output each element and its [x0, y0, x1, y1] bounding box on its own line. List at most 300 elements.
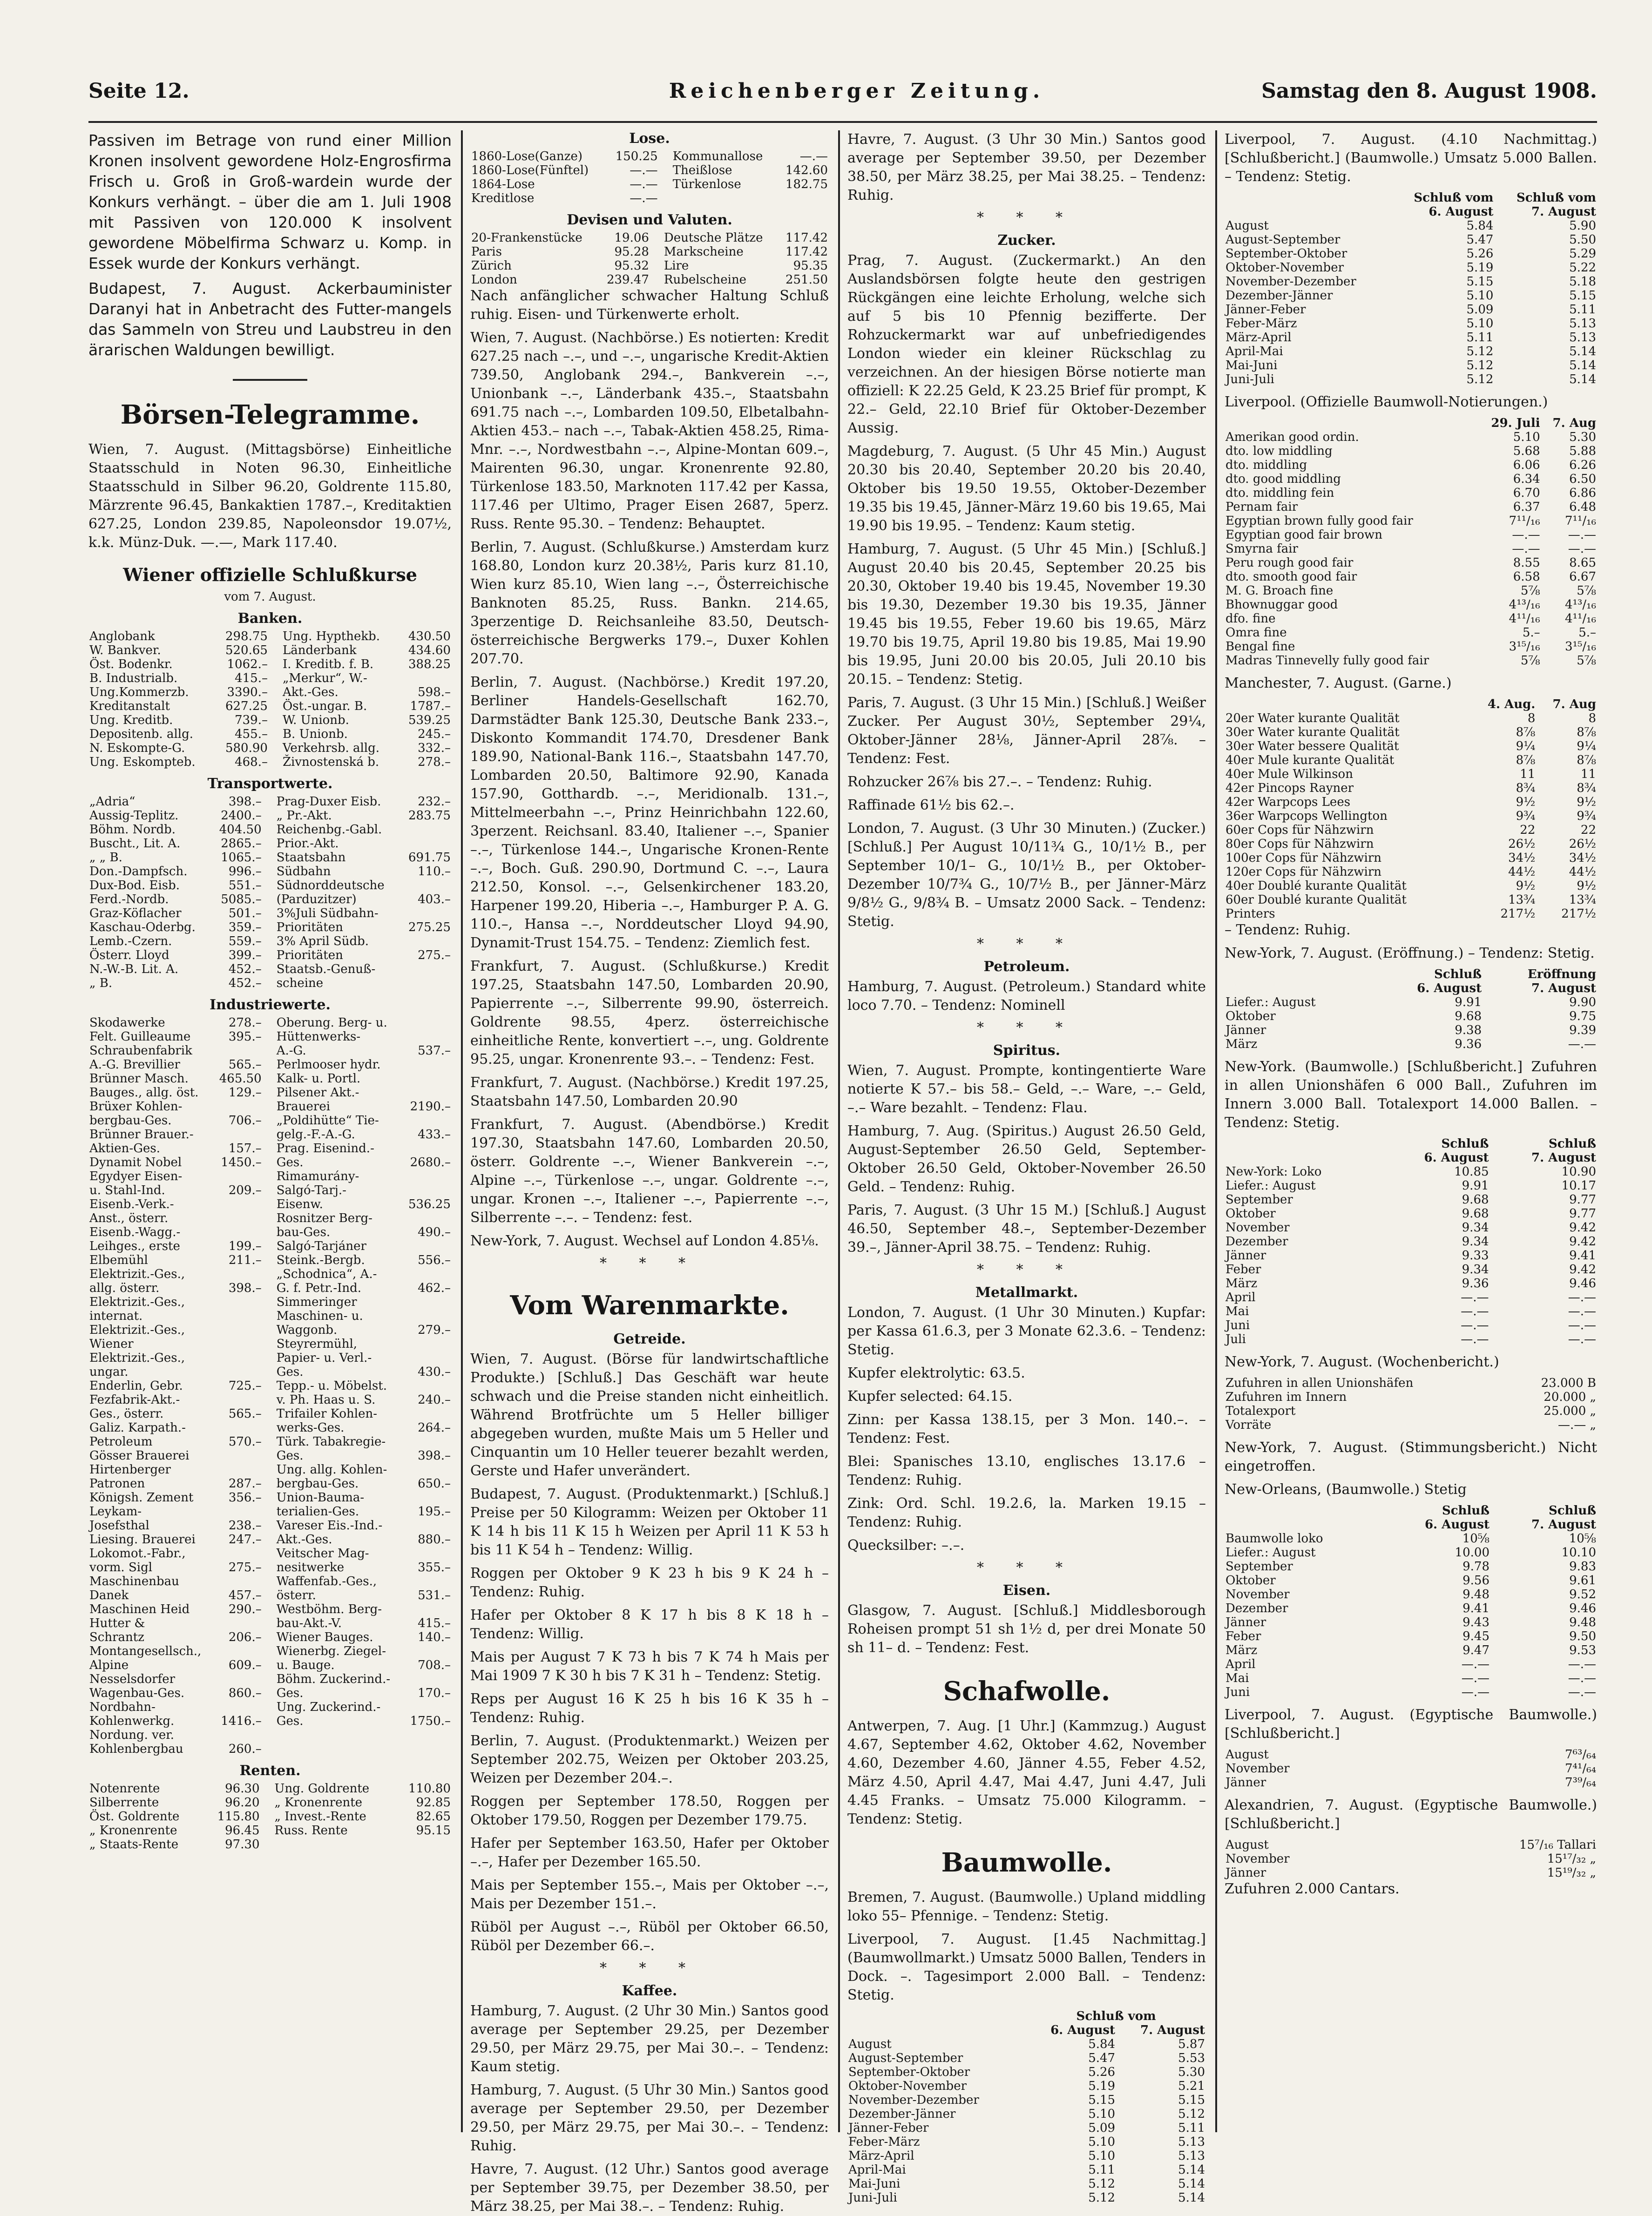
- table-row: [1225, 753, 1597, 767]
- label-cell: Elektrizit.-Ges.,: [89, 1295, 185, 1309]
- table-row: [88, 1463, 452, 1477]
- value-cell: 82.65: [416, 1810, 451, 1824]
- table-row: [1225, 795, 1597, 809]
- value-cell: 430.50: [408, 629, 451, 643]
- spacer-cell: [263, 1225, 276, 1239]
- table-row: [88, 1253, 452, 1267]
- table-row: [88, 1561, 452, 1574]
- value-cell: 5.50: [1569, 233, 1596, 247]
- report-paragraph: – Tendenz: Ruhig.: [1225, 922, 1351, 938]
- table-row: [1225, 1037, 1597, 1051]
- table-row: [1225, 1685, 1597, 1699]
- value-cell: —.—: [1461, 1318, 1489, 1332]
- table-header-cell: 7. Aug: [1552, 416, 1596, 430]
- label-cell: Eisenb.-Verk.-: [89, 1197, 174, 1211]
- label-cell: „ Pr.-Akt.: [276, 809, 332, 823]
- value-cell: 531.–: [418, 1588, 451, 1602]
- label-cell: Österr. Lloyd: [89, 948, 169, 962]
- value-cell: 96.45: [225, 1824, 260, 1838]
- label-cell: Anglobank: [89, 629, 155, 643]
- value-cell: 7¹¹/₁₆: [1565, 514, 1596, 528]
- table-row: [88, 1686, 452, 1700]
- value-cell: 9¼: [1577, 739, 1596, 753]
- value-cell: 6.50: [1569, 472, 1596, 486]
- column-4: [1225, 130, 1597, 2132]
- report-paragraph: Berlin, 7. August. (Schlußkurse.) Amsterdam kurz 168.80, London kurz 20.38½, Paris kurz 81.10, Wien kurz 85.10, Wien lang –.–, Österreichische Banknoten 85.25, Russ. Bankn. 214.65, 3perzentige D. Reichsanleihe 83.50, Deutsch-österreichische Bergwerks 179.–, Duxer Kohlen 207.70.: [470, 539, 829, 667]
- value-cell: 7³⁹/₆₄: [1565, 1776, 1596, 1790]
- value-cell: 8⅞: [1516, 753, 1536, 767]
- value-cell: 3¹⁵/₁₆: [1509, 640, 1540, 654]
- value-cell: 5⅞: [1577, 584, 1596, 598]
- value-cell: 9¾: [1516, 809, 1536, 823]
- spacer-cell: [263, 1155, 276, 1169]
- table-row: [1225, 1290, 1597, 1304]
- label-cell: November: [1225, 1588, 1290, 1601]
- cotton-table: [1225, 967, 1597, 1051]
- table-row: [1225, 247, 1597, 261]
- value-cell: 5.87: [1178, 2037, 1205, 2051]
- value-cell: 9½: [1516, 795, 1536, 809]
- table-row: [1225, 626, 1597, 640]
- table-header-cell: Schluß vom: [1076, 2009, 1156, 2023]
- value-cell: 13¾: [1569, 893, 1596, 907]
- value-cell: 468.–: [235, 755, 268, 769]
- value-cell: 129.–: [228, 1086, 262, 1100]
- spacer-cell: [263, 1128, 276, 1142]
- label-cell: dto. middling: [1225, 458, 1307, 472]
- value-cell: [401, 976, 452, 990]
- value-cell: 415.–: [235, 671, 268, 685]
- label-cell: 60er Cops für Nähzwirn: [1225, 823, 1374, 837]
- table-header-row: [1225, 697, 1597, 711]
- table-row: [1225, 358, 1597, 372]
- report-paragraph: New-York. (Baumwolle.) [Schlußbericht.] Zufuhren in allen Unionshäfen 6 000 Ball., Zufuhren im Innern 3.000 Ball. Totalexport 14.000 Ballen. – Tendenz: Stetig.: [1225, 1059, 1597, 1131]
- value-cell: [214, 1463, 263, 1477]
- report-paragraph: Liverpool. (Offizielle Baumwoll-Notierungen.): [1225, 394, 1548, 410]
- table-row: [1225, 711, 1597, 725]
- label-cell: Patronen: [89, 1477, 145, 1491]
- section-subheading: vom 7. August.: [224, 590, 316, 604]
- section-heading: Schafwolle.: [943, 1676, 1110, 1707]
- table-row: [1225, 303, 1597, 317]
- report-paragraph: Hamburg, 7. Aug. (Spiritus.) August 26.50 Geld, August-September 26.50 Geld, September-Oktober 26.50 Geld, Oktober-November 26.50 Geld. – Tendenz: Ruhig.: [847, 1123, 1206, 1195]
- value-cell: [214, 1309, 263, 1323]
- label-cell: bergbau-Ges.: [276, 1477, 359, 1491]
- table-row: [88, 1365, 452, 1379]
- value-cell: 3390.–: [227, 685, 268, 699]
- value-cell: 5.11: [1569, 303, 1596, 317]
- label-cell: Alpine: [89, 1658, 129, 1672]
- value-cell: 536.25: [408, 1197, 451, 1211]
- value-cell: [214, 1197, 263, 1211]
- table-header-cell: [1225, 205, 1392, 219]
- spacer-cell: [263, 1561, 276, 1574]
- table-header-row: [1225, 967, 1597, 981]
- table-row: [88, 1323, 452, 1337]
- table-row: [1225, 1546, 1597, 1560]
- label-cell: Mai-Juni: [1225, 358, 1278, 372]
- value-cell: 452.–: [228, 962, 262, 976]
- label-cell: Perlmooser hydr.: [276, 1058, 381, 1072]
- value-cell: 462.–: [418, 1281, 451, 1295]
- value-cell: 5.12: [1466, 372, 1494, 386]
- value-cell: 10⅝: [1462, 1532, 1490, 1546]
- table-row: [1225, 865, 1597, 879]
- label-cell: Theißlose: [672, 163, 732, 177]
- table-header-cell: 6. August: [1424, 1151, 1489, 1165]
- value-cell: 6.67: [1569, 570, 1596, 584]
- label-cell: Paris: [471, 245, 502, 259]
- label-cell: Feber-März: [848, 2135, 920, 2149]
- value-cell: 1450.–: [221, 1155, 262, 1169]
- table-row: [88, 1714, 452, 1728]
- value-cell: —.—: [1461, 1671, 1490, 1685]
- table-heading: Transportwerte.: [207, 776, 333, 792]
- table-row: [1225, 879, 1597, 893]
- label-cell: 1860-Lose(Ganze): [471, 149, 582, 163]
- label-cell: Živnostenská b.: [282, 755, 379, 769]
- star-separator: * * *: [599, 1960, 700, 1976]
- column-rule: [838, 130, 840, 2132]
- table-row: [1225, 514, 1597, 528]
- spacer-cell: [263, 1533, 276, 1547]
- value-cell: —.—: [1461, 1304, 1489, 1318]
- label-cell: Juni: [1225, 1318, 1250, 1332]
- value-cell: 10.00: [1455, 1546, 1490, 1560]
- label-cell: November: [1225, 1762, 1290, 1776]
- label-cell: Kalk- u. Portl.: [276, 1072, 361, 1086]
- value-cell: [214, 1295, 263, 1309]
- spacer-cell: [263, 1435, 276, 1449]
- report-paragraph: Quecksilber: –.–.: [847, 1537, 965, 1554]
- value-cell: 8: [1527, 711, 1536, 725]
- spacer-cell: [263, 1211, 276, 1225]
- value-cell: 247.–: [228, 1533, 262, 1547]
- label-cell: 40er Doublé kurante Qualität: [1225, 879, 1407, 893]
- spacer-cell: [659, 191, 672, 205]
- value-cell: 5.13: [1569, 331, 1596, 345]
- value-cell: 9.68: [1455, 1009, 1482, 1023]
- label-cell: November: [1225, 1852, 1290, 1866]
- value-cell: 95.32: [614, 259, 649, 273]
- table-heading: Renten.: [239, 1763, 301, 1779]
- table-row: [470, 177, 829, 191]
- value-cell: 96.30: [225, 1782, 260, 1796]
- value-cell: 5.14: [1178, 2191, 1205, 2205]
- value-cell: [401, 934, 452, 948]
- label-cell: ungar.: [89, 1365, 129, 1379]
- label-cell: „ Kronenrente: [274, 1796, 363, 1810]
- label-cell: September-Oktober: [1225, 247, 1347, 261]
- table-row: [1225, 1762, 1597, 1776]
- value-cell: 11: [1580, 767, 1596, 781]
- value-cell: 2865.–: [221, 837, 262, 851]
- value-cell: 6.06: [1513, 458, 1540, 472]
- value-cell: —.—: [1568, 1332, 1596, 1346]
- table-row: [88, 1128, 452, 1142]
- value-cell: 388.25: [408, 657, 451, 671]
- label-cell: November: [1225, 1221, 1290, 1235]
- label-cell: Südbahn: [276, 865, 331, 878]
- label-cell: Rimamurány-: [276, 1169, 359, 1183]
- value-cell: 5.10: [1466, 317, 1494, 331]
- label-cell: Kaschau-Oderbg.: [89, 920, 196, 934]
- value-cell: 5⅞: [1577, 654, 1596, 668]
- table-row: [1225, 430, 1597, 444]
- table-header-cell: 7. August: [1531, 1151, 1596, 1165]
- label-cell: Felt. Guilleaume: [89, 1030, 191, 1044]
- table-header-cell: 29. Juli: [1491, 416, 1540, 430]
- value-cell: 9.56: [1462, 1574, 1490, 1588]
- table-header-cell: 7. August: [1531, 981, 1596, 995]
- value-cell: [401, 837, 452, 851]
- label-cell: dto. good middling: [1225, 472, 1341, 486]
- table-row: [88, 1810, 452, 1824]
- label-cell: Rubelscheine: [664, 273, 747, 287]
- label-cell: New-York: Loko: [1225, 1165, 1322, 1179]
- table-header-row: [1225, 416, 1597, 430]
- value-cell: 238.–: [228, 1519, 262, 1533]
- value-cell: 5.13: [1569, 317, 1596, 331]
- table-row: [88, 699, 452, 713]
- table-header-cell: 6. August: [1429, 205, 1494, 219]
- report-paragraph: Glasgow, 7. August. [Schluß.] Middlesborough Roheisen prompt 51 sh 1½ d, per drei Monate 50 sh 11– d. – Tendenz: Fest.: [847, 1602, 1206, 1656]
- value-cell: [214, 1547, 263, 1561]
- table-header-cell: 7. August: [1140, 2023, 1205, 2037]
- report-paragraph: Havre, 7. August. (12 Uhr.) Santos good average per September 39.75, per Dezember 38.50, per März 38.25, per Mai 38.–. – Tendenz: Ruhig.: [470, 2161, 829, 2215]
- spacer-cell: [263, 1086, 276, 1100]
- value-cell: 570.–: [228, 1435, 262, 1449]
- label-cell: Dezember: [1225, 1235, 1288, 1249]
- table-row: [88, 1016, 452, 1030]
- table-row: [1225, 1165, 1597, 1179]
- value-cell: 9.50: [1569, 1629, 1596, 1643]
- table-row: [88, 1782, 452, 1796]
- value-cell: 5.15: [1466, 275, 1494, 289]
- label-cell: Waggonb.: [276, 1323, 338, 1337]
- value-cell: 6.58: [1513, 570, 1540, 584]
- label-cell: September-Oktober: [848, 2065, 970, 2079]
- table-row: [88, 1547, 452, 1561]
- table-row: [88, 741, 452, 755]
- table-row: [1225, 219, 1597, 233]
- report-paragraph: Antwerpen, 7. Aug. [1 Uhr.] (Kammzug.) August 4.67, September 4.62, Oktober 4.62, November 4.60, Dezember 4.60, Jänner 4.55, Feber 4.52, März 4.50, April 4.47, Mai 4.47, Juni 4.47, Juli 4.45 Franks. – Umsatz 75.000 Kilogramm. – Tendenz: Stetig.: [847, 1718, 1206, 1827]
- label-cell: März-April: [1225, 331, 1292, 345]
- table-row: [88, 1491, 452, 1505]
- value-cell: 403.–: [418, 892, 451, 906]
- report-paragraph: Paris, 7. August. (3 Uhr 15 Min.) [Schluß.] Weißer Zucker. Per August 30½, September 29¼, Oktober-Jänner 28⅛, Jänner-April 28⅞. – Tendenz: Fest.: [847, 695, 1206, 767]
- report-paragraph: New-York, 7. August. Wechsel auf London 4.85⅛.: [470, 1233, 819, 1249]
- label-cell: April-Mai: [848, 2163, 906, 2177]
- value-cell: 115.80: [217, 1810, 260, 1824]
- spacer-cell: [263, 809, 276, 823]
- value-cell: 2400.–: [221, 809, 262, 823]
- value-cell: [403, 1086, 452, 1100]
- value-cell: 9½: [1516, 879, 1536, 893]
- label-cell: Jänner: [1225, 1776, 1266, 1790]
- spacer-cell: [263, 1197, 276, 1211]
- label-cell: Aussig-Teplitz.: [89, 809, 179, 823]
- label-cell: Maschinen Heid: [89, 1602, 190, 1616]
- table-row: [1225, 1207, 1597, 1221]
- table-row: [88, 976, 452, 990]
- spacer-cell: [650, 245, 663, 259]
- label-cell: 120er Cops für Nähzwirn: [1225, 865, 1382, 879]
- label-cell: Ung. Eskompteb.: [89, 755, 196, 769]
- value-cell: 1787.–: [410, 699, 451, 713]
- value-cell: [214, 1728, 263, 1742]
- table-row: [88, 1281, 452, 1295]
- report-paragraph: Mais per September 155.–, Mais per Oktober –.–, Mais per Dezember 151.–.: [470, 1877, 829, 1912]
- label-cell: österr.: [276, 1588, 316, 1602]
- label-cell: Brünner Brauer.-: [89, 1128, 194, 1142]
- table-heading: Industriewerte.: [210, 997, 331, 1013]
- spacer-cell: [263, 906, 276, 920]
- value-cell: 5.12: [1466, 358, 1494, 372]
- label-cell: Montangesellsch.,: [89, 1644, 202, 1658]
- label-cell: Prioritäten: [276, 920, 343, 934]
- table-heading: Spiritus.: [993, 1042, 1061, 1059]
- value-cell: [403, 1072, 452, 1086]
- table-row: [470, 259, 829, 273]
- value-cell: 1065.–: [221, 851, 262, 865]
- value-cell: 245.–: [418, 727, 451, 741]
- spacer-cell: [263, 1700, 276, 1714]
- kurs-table: [88, 795, 452, 990]
- value-cell: [214, 1449, 263, 1463]
- value-cell: 9¼: [1516, 739, 1536, 753]
- table-row: [88, 643, 452, 657]
- label-cell: „ Invest.-Rente: [274, 1810, 366, 1824]
- value-cell: 725.–: [228, 1379, 262, 1393]
- value-cell: [401, 878, 452, 892]
- value-cell: [403, 1351, 452, 1365]
- value-cell: 2190.–: [410, 1100, 451, 1114]
- table-row: [1225, 654, 1597, 668]
- label-cell: Skodawerke: [89, 1016, 165, 1030]
- summary-table: [1225, 1376, 1597, 1432]
- value-cell: 5.18: [1569, 275, 1596, 289]
- label-cell: Graz-Köflacher: [89, 906, 182, 920]
- spacer-cell: [263, 1058, 276, 1072]
- value-cell: 9.78: [1462, 1560, 1490, 1574]
- value-cell: 95.35: [793, 259, 828, 273]
- table-row: [1225, 1866, 1597, 1880]
- table-row: [88, 823, 452, 837]
- report-paragraph: Hafer per September 163.50, Hafer per Oktober –.–, Hafer per Dezember 165.50.: [470, 1835, 829, 1870]
- value-cell: 399.–: [228, 948, 262, 962]
- label-cell: März-April: [848, 2149, 914, 2163]
- value-cell: 609.–: [228, 1658, 262, 1672]
- value-cell: 140.–: [418, 1630, 451, 1644]
- value-cell: [403, 1058, 452, 1072]
- value-cell: 217½: [1561, 907, 1596, 921]
- value-cell: 556.–: [418, 1253, 451, 1267]
- label-cell: bau-Ges.: [276, 1225, 331, 1239]
- value-cell: 142.60: [785, 163, 828, 177]
- label-cell: Totalexport: [1225, 1404, 1296, 1418]
- table-row: [88, 755, 452, 769]
- table-row: [1225, 1560, 1597, 1574]
- column-rule: [1215, 130, 1217, 2132]
- label-cell: Schrantz: [89, 1630, 144, 1644]
- table-row: [1225, 486, 1597, 500]
- value-cell: 5.12: [1466, 345, 1494, 358]
- report-paragraph: Nach anfänglicher schwacher Haltung Schluß ruhig. Eisen- und Türkenwerte erholt.: [470, 288, 829, 323]
- spacer-cell: [269, 741, 282, 755]
- label-cell: Papier- u. Verl.-: [276, 1351, 372, 1365]
- value-cell: 627.25: [225, 699, 268, 713]
- report-paragraph: Manchester, 7. August. (Garne.): [1225, 675, 1452, 691]
- label-cell: Oktober: [1225, 1207, 1276, 1221]
- spacer-cell: [263, 1393, 276, 1407]
- value-cell: [403, 1016, 452, 1030]
- label-cell: Leihges., erste: [89, 1239, 180, 1253]
- label-cell: Kreditlose: [471, 191, 535, 205]
- spacer-cell: [263, 1630, 276, 1644]
- value-cell: 10.17: [1561, 1179, 1596, 1193]
- report-paragraph: Hamburg, 7. August. (Petroleum.) Standard white loco 7.70. – Tendenz: Nominell: [847, 979, 1206, 1013]
- value-cell: [403, 1114, 452, 1128]
- spacer-cell: [263, 920, 276, 934]
- table-header-cell: [1225, 981, 1374, 995]
- table-row: [847, 2191, 1206, 2205]
- label-cell: B. Industrialb.: [89, 671, 178, 685]
- value-cell: 10.90: [1561, 1165, 1596, 1179]
- table-header-row: [1225, 191, 1597, 205]
- value-cell: —.—: [1512, 528, 1540, 542]
- spacer-cell: [263, 1477, 276, 1491]
- value-cell: 650.–: [418, 1477, 451, 1491]
- report-paragraph: New-York, 7. August. (Stimmungsbericht.) Nicht eingetroffen.: [1225, 1439, 1597, 1474]
- table-row: [88, 1644, 452, 1658]
- value-cell: 117.42: [785, 231, 828, 245]
- label-cell: Juni-Juli: [848, 2191, 897, 2205]
- label-cell: W. Bankver.: [89, 643, 161, 657]
- value-cell: [403, 1309, 452, 1323]
- label-cell: bau-Akt.-V.: [276, 1616, 342, 1630]
- spacer-cell: [263, 1169, 276, 1183]
- value-cell: 7¹¹/₁₆: [1509, 514, 1540, 528]
- table-row: [88, 851, 452, 865]
- table-heading: Devisen und Valuten.: [567, 212, 732, 228]
- value-cell: 209.–: [228, 1183, 262, 1197]
- label-cell: W. Unionb.: [282, 713, 349, 727]
- label-cell: April-Mai: [1225, 345, 1283, 358]
- value-cell: 415.–: [418, 1616, 451, 1630]
- table-row: [470, 191, 829, 205]
- table-heading: Petroleum.: [983, 959, 1070, 975]
- report-paragraph: Prag, 7. August. (Zuckermarkt.) An den Auslandsbörsen folgte heute den gestrigen Rückgängen eine leichte Erholung, welche sich auf 5 bis 10 Pfennig bezifferte. Der Rohzuckermarkt war auf unbefriedigendes London wieder ein kleiner Rückschlag zu verzeichnen. An der hiesigen Börse notierte man offiziell: K 22.25 Geld, K 23.25 Brief für prompt, K 22.– Geld, 22.10 Brief für Oktober-Dezember Aussig.: [847, 252, 1206, 436]
- value-cell: 10⅝: [1569, 1532, 1596, 1546]
- value-cell: [778, 191, 829, 205]
- spacer-cell: [659, 163, 672, 177]
- table-row: [1225, 1023, 1597, 1037]
- table-row: [470, 149, 829, 163]
- spacer-cell: [263, 865, 276, 878]
- table-header-cell: [1225, 191, 1392, 205]
- label-cell: bergbau-Ges.: [89, 1114, 172, 1128]
- report-paragraph: Bremen, 7. August. (Baumwolle.) Upland middling loko 55– Pfennige. – Tendenz: Stetig.: [847, 1889, 1206, 1924]
- page-header: [88, 70, 1597, 123]
- value-cell: 5.26: [1088, 2065, 1116, 2079]
- table-row: [1225, 1390, 1597, 1404]
- label-cell: Vareser Eis.-Ind.-: [276, 1519, 383, 1533]
- value-cell: —.—: [1461, 1290, 1489, 1304]
- label-cell: Länderbank: [282, 643, 357, 657]
- value-cell: 537.–: [418, 1044, 451, 1058]
- label-cell: 40er Mule kurante Qualität: [1225, 753, 1395, 767]
